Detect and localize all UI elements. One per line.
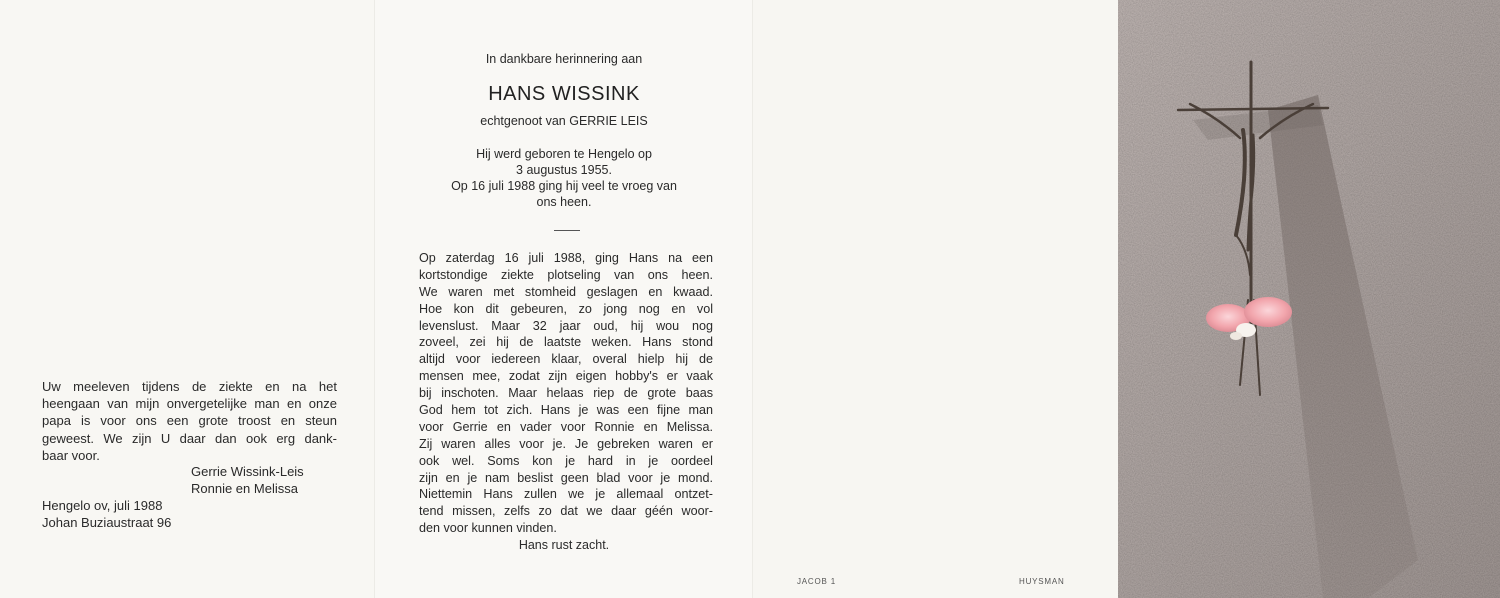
- story-line: Niettemin Hans zullen we je allemaal ontzet-: [419, 487, 713, 502]
- crucifix-image: [1118, 0, 1500, 598]
- thanks-panel: [0, 0, 374, 598]
- story-line: den voor kunnen vinden.: [419, 521, 557, 536]
- born-line-1: Hij werd geboren te Hengelo op: [476, 147, 652, 161]
- story-line: Op zaterdag 16 juli 1988, ging Hans na een: [419, 251, 713, 265]
- back-panel: [752, 0, 1118, 598]
- died-line-1: Op 16 juli 1988 ging hij veel te vroeg van: [451, 179, 677, 193]
- story-line: Zij waren alles voor je. Je gebreken waren er: [419, 436, 713, 451]
- crucifix-photo: [1118, 0, 1500, 598]
- memoriam-panel: [374, 0, 752, 598]
- deceased-name: HANS WISSINK: [488, 83, 640, 105]
- thanks-line: baar voor.: [42, 447, 100, 463]
- thanks-text: [42, 378, 337, 464]
- story-line: zijn en je nam beslist geen blad voor je mond.: [419, 470, 713, 485]
- story-line: God hem tot zich. Hans je was een fijne man: [419, 403, 713, 418]
- divider: [554, 230, 580, 231]
- thanks-line: geweest. We zijn U daar dan ook erg dank-: [42, 430, 337, 446]
- story-line: Hoe kon dit gebeuren, zo jong nog en vol: [419, 301, 713, 316]
- story-line: levenslust. Maar 32 jaar oud, hij wou nog: [419, 318, 713, 333]
- street-address: Johan Buziaustraat 96: [42, 515, 172, 530]
- signature-spouse: Gerrie Wissink-Leis: [191, 464, 304, 479]
- story-line: ook wel. Soms kon je hard in je oordeel: [419, 453, 713, 468]
- closing-text: Hans rust zacht.: [518, 538, 610, 552]
- story-line: bij inschoten. Maar helaas riep de grote baas: [419, 386, 713, 401]
- intro-text: In dankbare herinnering aan: [485, 52, 643, 66]
- story-line: voor Gerrie en vader voor Ronnie en Melissa.: [419, 419, 713, 434]
- story-line: We waren met stomheid geslagen en kwaad.: [419, 284, 713, 299]
- signature-children: Ronnie en Melissa: [191, 481, 298, 496]
- died-line-2: ons heen.: [536, 195, 592, 209]
- thanks-line: Uw meeleven tijdens de ziekte en na het: [42, 379, 337, 394]
- story-line: kortstondige ziekte plotseling van ons heen.: [419, 267, 713, 282]
- story-line: mensen mee, zodat zijn eigen hobby's er vaak: [419, 369, 713, 384]
- spouse-line: echtgenoot van GERRIE LEIS: [480, 114, 648, 128]
- story-text: [419, 250, 713, 537]
- story-line: tend missen, zelfs zo dat we daar géén woor-: [419, 504, 713, 519]
- credit-jacob: JACOB 1: [797, 577, 836, 586]
- credit-huysman: HUYSMAN: [1019, 577, 1065, 586]
- story-line: zoveel, zei hij de laatste weken. Hans stond: [419, 335, 713, 350]
- place-date: Hengelo ov, juli 1988: [42, 498, 163, 513]
- story-line: altijd voor iedereen klaar, overal hielp hij de: [419, 352, 713, 367]
- born-line-2: 3 augustus 1955.: [516, 163, 612, 177]
- thanks-line: heengaan van mijn onvergetelijke man en onze: [42, 396, 337, 412]
- thanks-line: papa is voor ons een grote troost en steun: [42, 413, 337, 429]
